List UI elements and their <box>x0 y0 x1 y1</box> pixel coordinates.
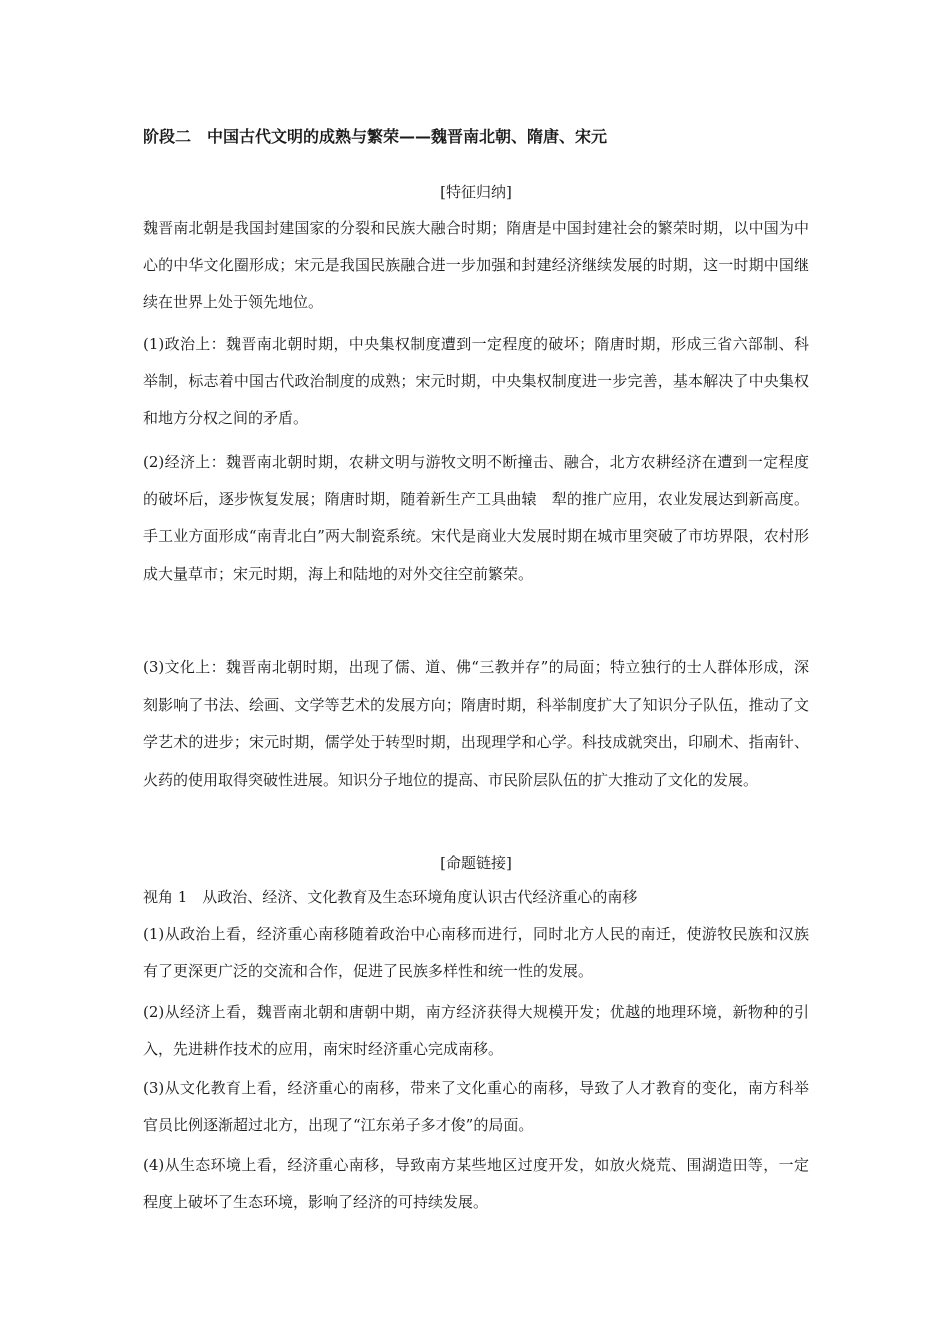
section-heading-features: [特征归纳] <box>440 183 512 201</box>
section-heading-links: [命题链接] <box>440 854 512 872</box>
paragraph-intro: 魏晋南北朝是我国封建国家的分裂和民族大融合时期；隋唐是中国封建社会的繁荣时期，以中国为中心的中华文化圈形成；宋元是我国民族融合进一步加强和封建经济继续发展的时期，这一时期中国继续在世界上处于领先地位。 <box>143 219 809 312</box>
list-item: (3)从文化教育上看，经济重心的南移，带来了文化重心的南移，导致了人才教育的变化，南方科举官员比例逐渐超过北方，出现了“江东弟子多才俊”的局面。 <box>143 1079 809 1135</box>
list-item: (4)从生态环境上看，经济重心南移，导致南方某些地区过度开发，如放火烧荒、围湖造田等，一定程度上破坏了生态环境，影响了经济的可持续发展。 <box>143 1156 809 1212</box>
paragraph-politics: (1)政治上：魏晋南北朝时期，中央集权制度遭到一定程度的破坏；隋唐时期，形成三省六部制、科举制，标志着中国古代政治制度的成熟；宋元时期，中央集权制度进一步完善，基本解决了中央集权和地方分权之间的矛盾。 <box>143 335 809 428</box>
list-item: (2)从经济上看，魏晋南北朝和唐朝中期，南方经济获得大规模开发；优越的地理环境，新物种的引入，先进耕作技术的应用，南宋时经济重心完成南移。 <box>143 1003 809 1059</box>
paragraph-economy: (2)经济上：魏晋南北朝时期，农耕文明与游牧文明不断撞击、融合，北方农耕经济在遭到一定程度的破坏后，逐步恢复发展；隋唐时期，随着新生产工具曲辕 犁的推广应用，农业发展达到新高度。手工业方面形成“南青北白”两大制瓷系统。宋代是商业大发展时期在城市里突破了市坊界限，农村形成大量草市；宋元时期，海上和陆地的对外交往空前繁荣。 <box>143 453 809 583</box>
paragraph-culture: (3)文化上：魏晋南北朝时期，出现了儒、道、佛“三教并存”的局面；特立独行的士人群体形成，深刻影响了书法、绘画、文学等艺术的发展方向；隋唐时期，科举制度扩大了知识分子队伍，推动了文学艺术的进步；宋元时期，儒学处于转型时期，出现理学和心学。科技成就突出，印刷术、指南针、火药的使用取得突破性进展。知识分子地位的提高、市民阶层队伍的扩大推动了文化的发展。 <box>143 658 809 789</box>
view-title: 视角 1 从政治、经济、文化教育及生态环境角度认识古代经济重心的南移 <box>143 888 638 906</box>
page-title: 阶段二 中国古代文明的成熟与繁荣——魏晋南北朝、隋唐、宋元 <box>143 127 608 146</box>
list-item: (1)从政治上看，经济重心南移随着政治中心南移而进行，同时北方人民的南迁，使游牧民族和汉族有了更深更广泛的交流和合作，促进了民族多样性和统一性的发展。 <box>143 925 809 981</box>
